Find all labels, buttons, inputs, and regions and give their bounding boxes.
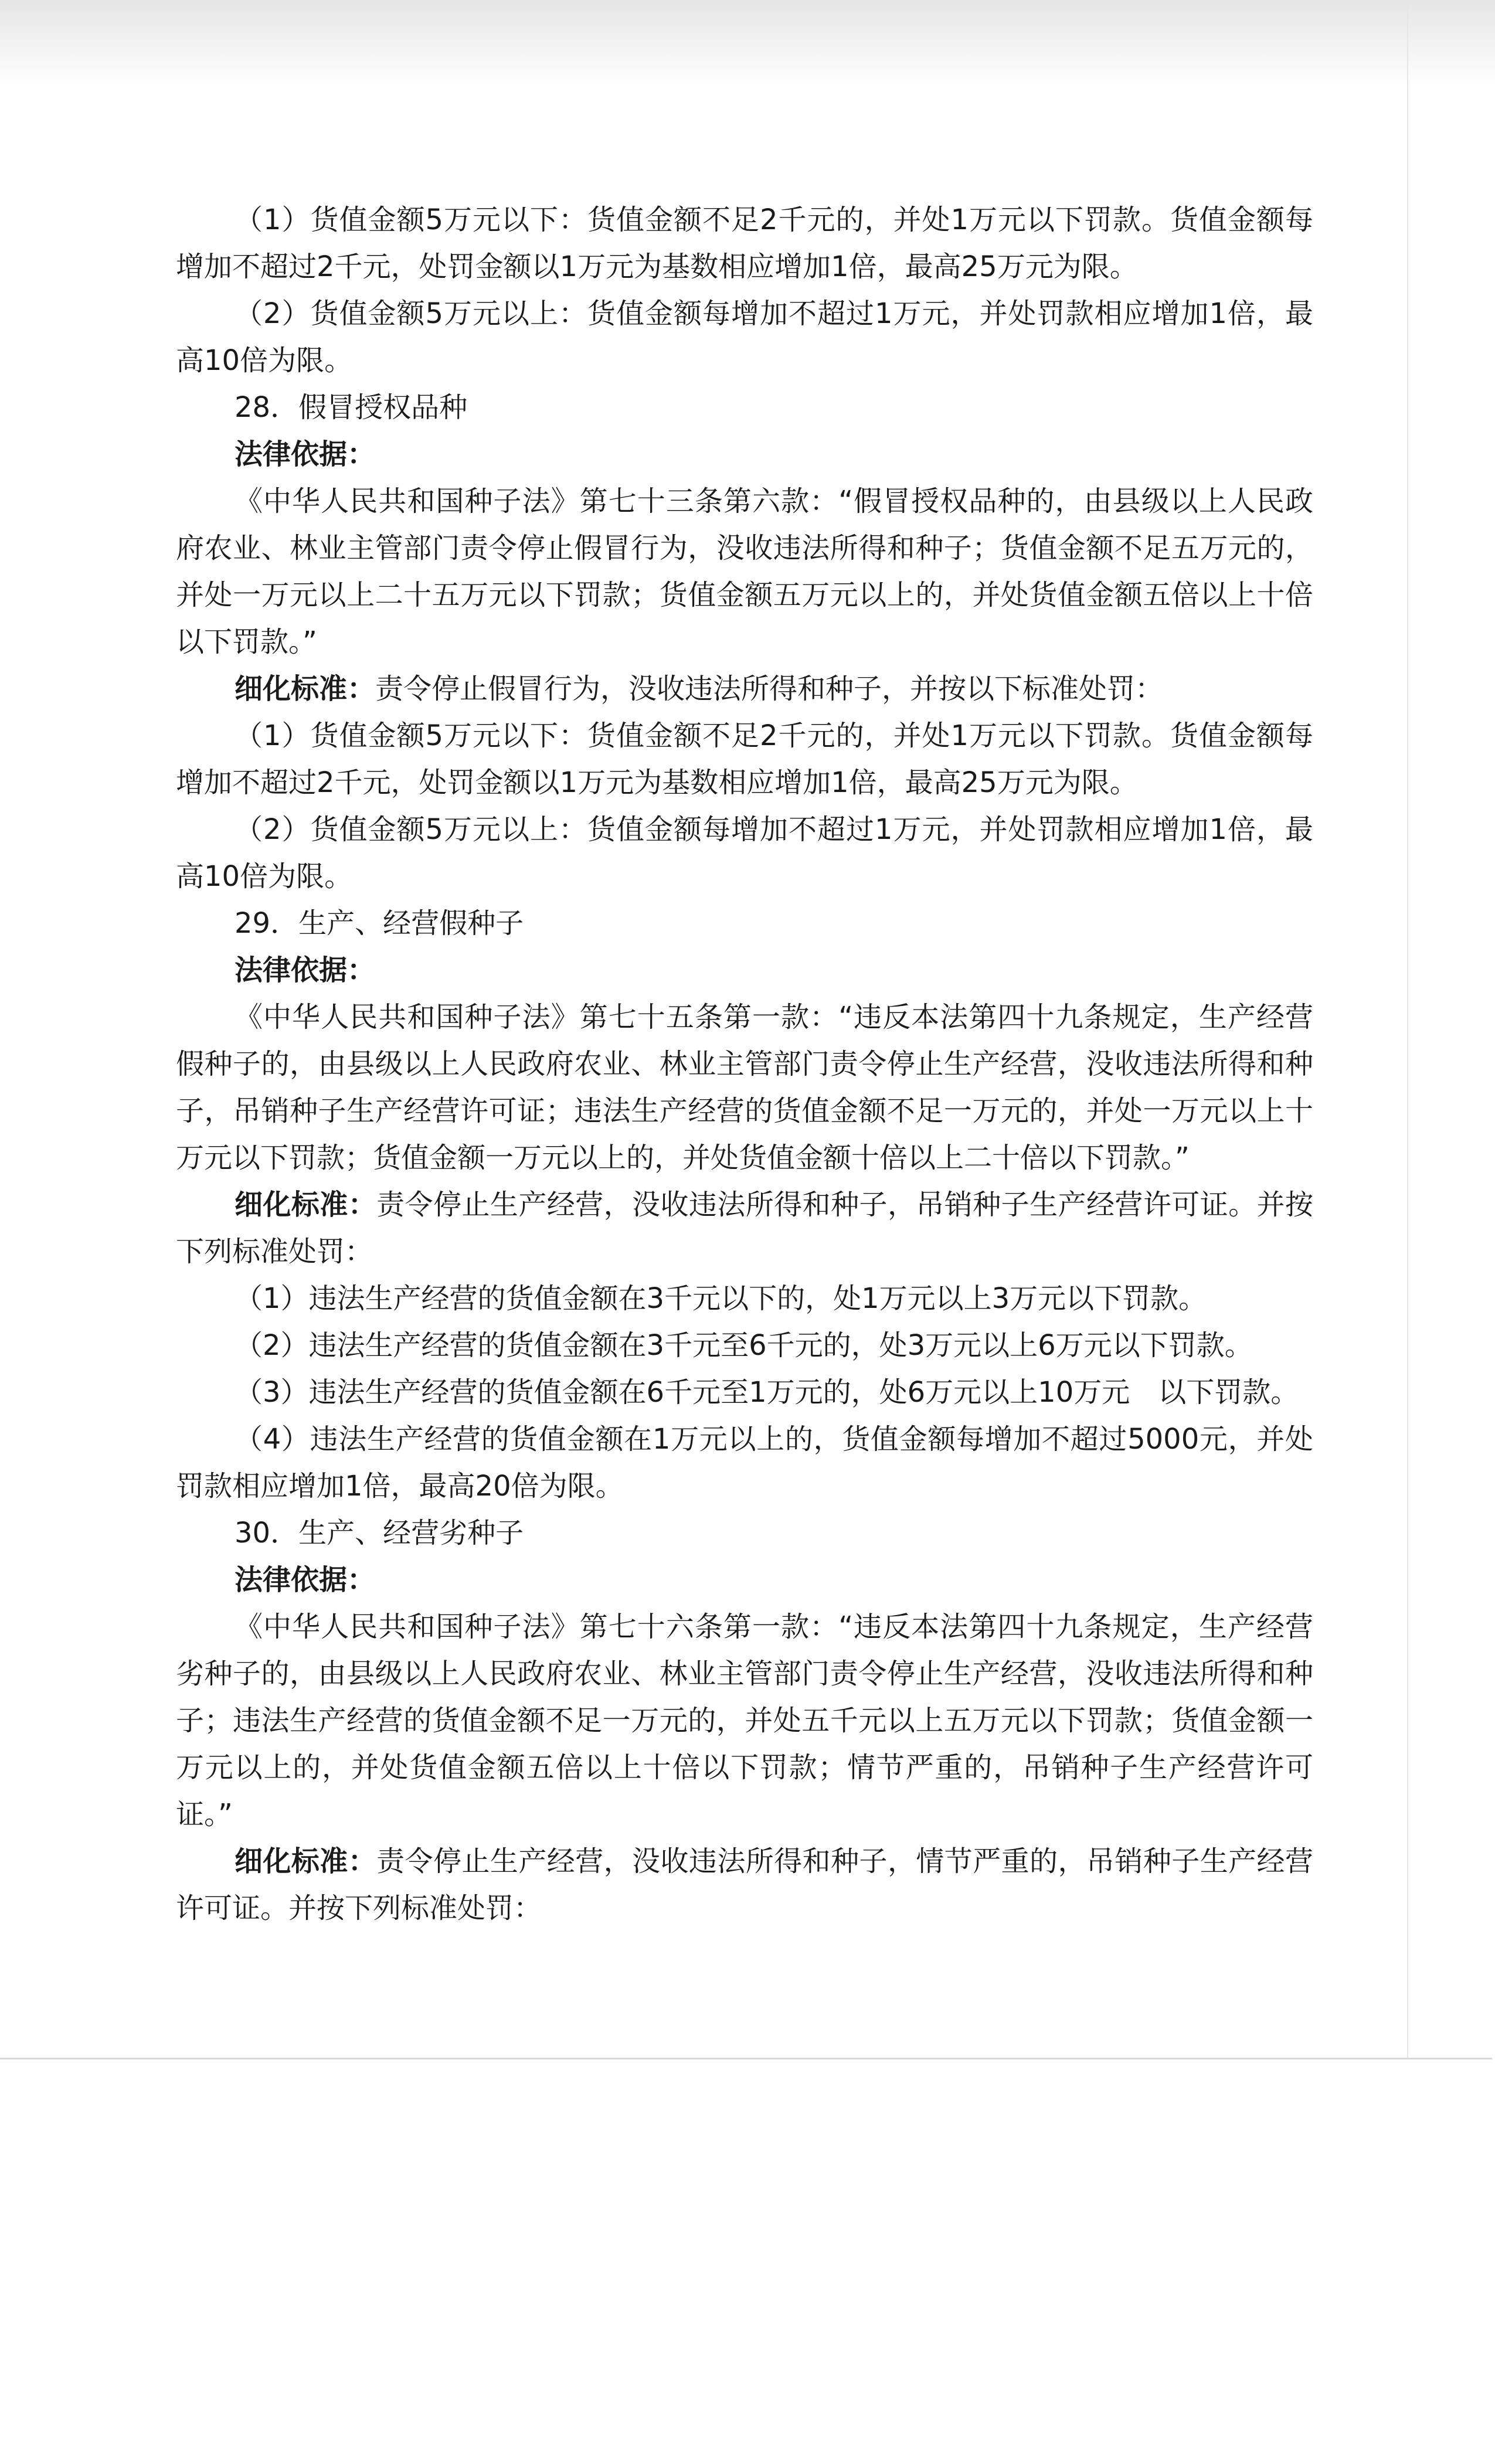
paragraph-2-text: （2）货值金额5万元以上：货值金额每增加不超过1万元，并处罚款相应增加1倍，最高10倍为限。 — [176, 297, 1313, 377]
paragraph-5-text: 《中华人民共和国种子法》第七十三条第六款：“假冒授权品种的，由县级以上人民政府农业、林业主管部门责令停止假冒行为，没收违法所得和种子；货值金额不足五万元的，并处一万元以上二十五万元以下罚款；货值金额五万元以上的，并处货值金额五倍以上十倍以下罚款。” — [176, 485, 1313, 658]
paragraph-11-text: 《中华人民共和国种子法》第七十五条第一款：“违反本法第四十九条规定，生产经营假种子的，由县级以上人民政府农业、林业主管部门责令停止生产经营，没收违法所得和种子，吊销种子生产经营许可证；违法生产经营的货值金额不足一万元的，并处一万元以上十万元以下罚款；货值金额一万元以上的，并处货值金额十倍以上二十倍以下罚款。” — [176, 1001, 1313, 1174]
standard-28-item-1 — [176, 712, 1313, 806]
legal-basis-label-29 — [176, 947, 1313, 994]
paragraph-13-text: （1）违法生产经营的货值金额在3千元以下的，处1万元以上3万元以下罚款。 — [235, 1282, 1207, 1315]
section-heading-28 — [176, 384, 1313, 431]
section-heading-30 — [176, 1510, 1313, 1556]
paragraph-9-text: 29．生产、经营假种子 — [235, 907, 524, 940]
paragraph-12-label: 细化标准： — [235, 1188, 377, 1221]
paragraph-18-label: 法律依据： — [235, 1564, 376, 1596]
standard-30 — [176, 1838, 1313, 1932]
document-body — [176, 196, 1313, 1932]
page-edge-bottom — [0, 2058, 1492, 2464]
standard-29-item-4 — [176, 1416, 1313, 1510]
paragraph-6-text: 责令停止假冒行为，没收违法所得和种子，并按以下标准处罚： — [375, 672, 1164, 705]
paragraph-2 — [176, 290, 1313, 384]
standard-29-item-2 — [176, 1322, 1313, 1369]
paragraph-20-label: 细化标准： — [235, 1845, 377, 1878]
paragraph-17-text: 30．生产、经营劣种子 — [235, 1517, 524, 1549]
legal-citation-30 — [176, 1603, 1313, 1838]
paragraph-12-text: 责令停止生产经营，没收违法所得和种子，吊销种子生产经营许可证。并按下列标准处罚： — [176, 1188, 1313, 1268]
standard-29 — [176, 1181, 1313, 1275]
paragraph-1-text: （1）货值金额5万元以下：货值金额不足2千元的，并处1万元以下罚款。货值金额每增加不超过2千元，处罚金额以1万元为基数相应增加1倍，最高25万元为限。 — [176, 203, 1313, 283]
standard-29-item-1 — [176, 1275, 1313, 1322]
paragraph-20-text: 责令停止生产经营，没收违法所得和种子，情节严重的，吊销种子生产经营许可证。并按下列标准处罚： — [176, 1845, 1313, 1925]
paragraph-19-text: 《中华人民共和国种子法》第七十六条第一款：“违反本法第四十九条规定，生产经营劣种子的，由县级以上人民政府农业、林业主管部门责令停止生产经营，没收违法所得和种子；违法生产经营的货值金额不足一万元的，并处五千元以上五万元以下罚款；货值金额一万元以上的，并处货值金额五倍以上十倍以下罚款；情节严重的，吊销种子生产经营许可证。” — [176, 1610, 1313, 1831]
paragraph-6-label: 细化标准： — [235, 672, 376, 705]
paragraph-7-text: （1）货值金额5万元以下：货值金额不足2千元的，并处1万元以下罚款。货值金额每增加不超过2千元，处罚金额以1万元为基数相应增加1倍，最高25万元为限。 — [176, 719, 1313, 799]
legal-citation-29 — [176, 994, 1313, 1181]
paragraph-15-text: （3）违法生产经营的货值金额在6千元至1万元的，处6万元以上10万元 以下罚款。 — [235, 1376, 1299, 1409]
paragraph-16-text: （4）违法生产经营的货值金额在1万元以上的，货值金额每增加不超过5000元，并处罚款相应增加1倍，最高20倍为限。 — [176, 1423, 1313, 1503]
legal-citation-28 — [176, 478, 1313, 665]
legal-basis-label-28 — [176, 431, 1313, 478]
standard-28 — [176, 665, 1313, 712]
paragraph-10-label: 法律依据： — [235, 954, 376, 987]
legal-basis-label-30 — [176, 1556, 1313, 1603]
paragraph-1 — [176, 196, 1313, 290]
standard-28-item-2 — [176, 806, 1313, 900]
paragraph-8-text: （2）货值金额5万元以上：货值金额每增加不超过1万元，并处罚款相应增加1倍，最高10倍为限。 — [176, 813, 1313, 893]
scan-shadow-top — [0, 0, 1495, 88]
page-edge-right — [1407, 0, 1408, 2087]
paragraph-14-text: （2）违法生产经营的货值金额在3千元至6千元的，处3万元以上6万元以下罚款。 — [235, 1329, 1253, 1362]
paragraph-3-text: 28．假冒授权品种 — [235, 391, 468, 424]
standard-29-item-3 — [176, 1369, 1313, 1416]
paragraph-4-label: 法律依据： — [235, 438, 376, 471]
section-heading-29 — [176, 900, 1313, 947]
